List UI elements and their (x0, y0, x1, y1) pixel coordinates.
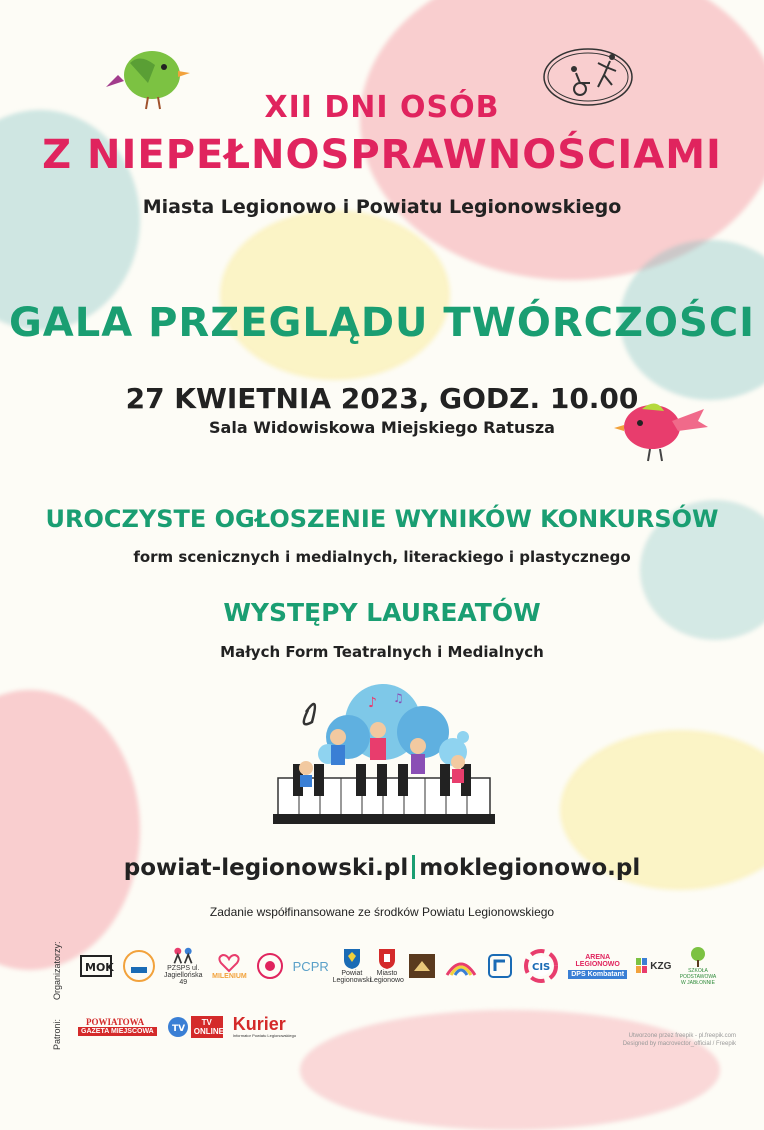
websites-line (0, 855, 764, 881)
milenium-label: MILENIUM (212, 972, 247, 980)
pcpr-label: PCPR (292, 958, 329, 974)
event-edition-title: XII DNI OSÓB (264, 90, 500, 125)
performances-subtitle: Małych Form Teatralnych i Medialnych (220, 643, 544, 661)
brown-building-logo (407, 946, 437, 986)
gala-venue: Sala Widowiskowa Miejskiego Ratusza (209, 418, 555, 437)
blue-square-logo (485, 946, 515, 986)
kzg-logo (635, 946, 673, 986)
arena-label: ARENA LEGIONOWO (575, 953, 620, 968)
gala-title: GALA PRZEGLĄDU TWÓRCZOŚCI (8, 300, 756, 346)
kzg-label: KZG (650, 960, 672, 972)
event-subtitle: Miasta Legionowo i Powiatu Legionowskiego (142, 196, 622, 218)
miasto-coat-of-arms (372, 946, 402, 986)
organizers-label: Organizatorzy: (52, 941, 62, 1000)
svg-text:TV: TV (171, 1023, 185, 1034)
dps-label: DPS Kombatant (568, 970, 627, 979)
foundation-logo (121, 946, 157, 986)
tv-label: TV ONLINE (191, 1016, 223, 1038)
bg-pink-blob-left (0, 690, 140, 970)
powiat-coat-of-arms (332, 946, 372, 986)
patron-logos (78, 1015, 296, 1038)
bg-yellow-blob-center (220, 210, 450, 380)
miasto-label: Miasto Legionowo (370, 970, 404, 984)
svg-text:♫: ♫ (393, 691, 404, 705)
kurier-sub-label: Informator Powiatu Legionowskiego (232, 1033, 297, 1038)
performances-title: WYSTĘPY LAUREATÓW (223, 598, 541, 627)
cis-label: CIS (531, 962, 550, 973)
contest-title: UROCZYSTE OGŁOSZENIE WYNIKÓW KONKURSÓW (45, 505, 719, 533)
kurier-logo (233, 1015, 296, 1038)
gala-date: 27 KWIETNIA 2023, GODZ. 10.00 (125, 382, 639, 415)
bg-pink-blob-bottom (300, 1010, 720, 1130)
szkola-logo (678, 946, 718, 986)
pcpr-logo (290, 946, 332, 986)
mok-website-link[interactable]: moklegionowo.pl (419, 855, 641, 881)
mok-logo (78, 946, 116, 986)
rainbow-logo (442, 946, 480, 986)
tv-online-logo (167, 1016, 223, 1038)
contest-subtitle: form scenicznych i medialnych, literackiego i plastycznego (133, 548, 631, 566)
pzsps-label: PZSPS ul. Jagiellońska 49 (164, 965, 203, 986)
powiat-label: Powiat Legionowski (332, 970, 372, 984)
image-credits (623, 1032, 736, 1048)
cis-logo (521, 946, 561, 986)
gazeta-logo (78, 1017, 157, 1036)
event-main-title: Z NIEPEŁNOSPRAWNOŚCIAMI (42, 132, 722, 178)
kurier-label: Kurier (232, 1014, 286, 1034)
piano-kids-illustration (268, 682, 498, 827)
red-round-logo (255, 946, 285, 986)
svg-text:MOK: MOK (85, 961, 114, 974)
pzsps-logo (162, 946, 204, 986)
gazeta-bottom-label: GAZETA MIEJSCOWA (78, 1027, 157, 1036)
website-divider (412, 855, 415, 879)
powiat-website-link[interactable]: powiat-legionowski.pl (123, 855, 409, 881)
organizer-logos (78, 940, 718, 992)
funding-note: Zadanie współfinansowane ze środków Powiatu Legionowskiego (209, 905, 555, 919)
gazeta-top-label: POWIATOWA (86, 1017, 145, 1027)
credit-line-2: Designed by macrovector_official / Freepik (622, 1041, 736, 1047)
patrons-label: Patroni: (52, 1018, 62, 1050)
szkola-label: SZKOŁA PODSTAWOWA W JABŁONNIE (679, 968, 717, 986)
credit-line-1: Utworzone przez freepik - pl.freepik.com (628, 1033, 736, 1039)
milenium-logo (209, 946, 249, 986)
svg-text:♪: ♪ (368, 695, 377, 711)
arena-dps-logo (566, 946, 630, 986)
